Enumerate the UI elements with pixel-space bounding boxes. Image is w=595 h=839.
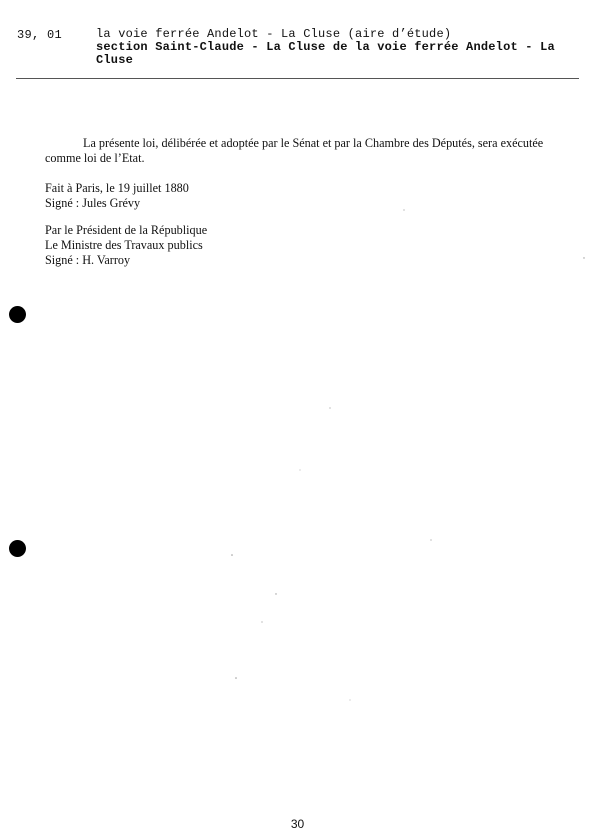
header-title: la voie ferrée Andelot - La Cluse (aire d’étude) <box>96 27 452 41</box>
header-divider <box>16 78 579 79</box>
president-line: Par le Président de la République <box>45 223 208 237</box>
document-header <box>96 28 566 67</box>
header-subtitle: section Saint-Claude - La Cluse de la voie ferrée Andelot - La Cluse <box>96 40 555 67</box>
signature-block <box>45 181 565 211</box>
page-number: 30 <box>290 817 305 831</box>
place-date-line: Fait à Paris, le 19 juillet 1880 <box>45 181 189 195</box>
document-reference: 39, 01 <box>17 28 63 42</box>
signed-line: Signé : Jules Grévy <box>45 196 141 210</box>
officials-block <box>45 223 565 268</box>
minister-line: Le Ministre des Travaux publics <box>45 238 203 252</box>
punch-hole-bottom <box>9 540 26 557</box>
minister-signature-line: Signé : H. Varroy <box>45 253 131 267</box>
punch-hole-top <box>9 306 26 323</box>
intro-paragraph: La présente loi, délibérée et adoptée par le Sénat et par la Chambre des Députés, sera exécutée comme loi de l’Etat. <box>45 136 544 166</box>
